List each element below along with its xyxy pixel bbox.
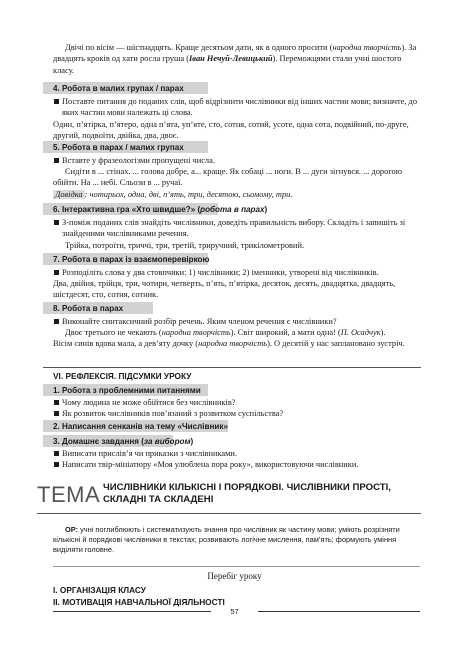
task5-bullet: Вставте у фразеологізми пропущені числа. bbox=[53, 155, 421, 166]
page-number: 57 bbox=[230, 607, 239, 616]
task4-heading: 4. Робота в малих групах / парах bbox=[53, 84, 184, 93]
stage-2-heading: II. МОТИВАЦІЯ НАВЧАЛЬНОЇ ДІЯЛЬНОСТІ bbox=[53, 597, 225, 607]
reflection-h1: 1. Робота з проблемними питаннями bbox=[53, 386, 201, 395]
task8-line1: Двоє третього не чекають (народна творчість). Світ широкий, а мати одна! (П. Осадчук). bbox=[65, 328, 386, 337]
outcomes-divider bbox=[53, 566, 420, 567]
reflection-b2: Як розвиток числівників пов’язаний з розвитком суспільства? bbox=[53, 408, 421, 419]
reflection-b1: Чому людина не може обійтися без числівників? bbox=[53, 397, 421, 408]
reflection-b3: Виписати прислів’я чи приказки з числівниками. bbox=[53, 448, 421, 459]
task8-line2: Вісім синів вдова мала, а дев’яту дочку (народна творчість). О десятій у нас заплановано зустріч. bbox=[53, 339, 405, 348]
task5-answer: Довідка : чотирьох, одна, дві, п’ять, три, десятою, сьомому, три. bbox=[55, 190, 293, 199]
task7-bullet: Розподіліть слова у два стовпчики: 1) числівники; 2) іменники, утворені від числівників. bbox=[53, 267, 421, 278]
reflection-h3: 3. Домашнє завдання (за вибором) bbox=[53, 437, 194, 446]
task5-heading: 5. Робота в парах / малих групах bbox=[53, 143, 184, 152]
reflection-h2: 2. Написання сенканів на тему «Числівник» bbox=[53, 422, 228, 431]
topic-title: ЧИСЛІВНИКИ КІЛЬКІСНІ І ПОРЯДКОВІ. ЧИСЛІВНИКИ ПРОСТІ, СКЛАДНІ ТА СКЛАДЕНІ bbox=[103, 482, 391, 505]
lesson-flow-title: Перебіг уроку bbox=[207, 571, 262, 581]
reflection-b4: Написати твір-мініатюру «Моя улюблена пора року», використовуючи числівники. bbox=[53, 459, 421, 470]
stage-1-heading: I. ОРГАНІЗАЦІЯ КЛАСУ bbox=[53, 585, 146, 595]
task6-words: Трійка, потроїти, триччі, три, третій, триручний, трикілометровий. bbox=[65, 241, 305, 250]
task4-words: Один, п’ятірка, п’ятеро, одна п’ята, уп’яте, сто, сотня, сотий, усоте, одна сота, подвійний, по-друге, другий, подвоїти, двійка, два, двоє. bbox=[53, 120, 409, 141]
task6-heading: 6. Інтерактивна гра «Хто швидше?» (робота в парах) bbox=[53, 205, 268, 214]
learning-outcomes: ОР: учні поглиблюють і систематизують знання про числівник як частину мови; уміють розрізняти кількісні й порядкові числівники в текстах; розвивають логічне мислення, пам’ять; формують уміння виділяти головне. bbox=[53, 525, 400, 555]
topic-label: ТЕМА bbox=[37, 482, 101, 507]
section-divider bbox=[43, 367, 421, 368]
task5-text: Сидіти в ... стінах. ... голова добре, а... краще. Як собаці ... ноги. В ... дуги зігнувся. ... дорогою обійти. На ... небі. Сльози в ... ручаї. bbox=[53, 167, 402, 188]
task7-words: Два, двійня, трійця, три, чотири, четверть, п’ять, п’ятірка, десяток, десять, двадцятка, двадцять, шістдесят, сто, сотня, сотник. bbox=[53, 279, 396, 300]
intro-paragraph: Двічі по вісім — шістнадцять. Краще десятьом дати, як в одного просити (народна творчість). За двадцять кроків од хати росла груша (Іван Нечуй-Левицький). Переможцями стали учні шостого класу. bbox=[53, 43, 417, 75]
task7-heading: 7. Робота в парах із взаємоперевіркою bbox=[53, 255, 210, 264]
task6-bullet: З-поміж поданих слів знайдіть числівники, доведіть правильність вибору. Складіть і запишіть зі знайденими числівниками речення. bbox=[53, 217, 421, 239]
task8-heading: 8. Робота в парах bbox=[53, 304, 124, 313]
section-6-heading: VI. РЕФЛЕКСІЯ. ПІДСУМКИ УРОКУ bbox=[53, 371, 192, 381]
task8-bullet: Виконайте синтаксичний розбір речень. Яким членом речення є числівники? bbox=[53, 316, 421, 327]
topic-divider bbox=[37, 513, 421, 514]
task4-bullet: Поставте питання до поданих слів, щоб відрізнити числівники від інших частин мови; визначте, до яких частин мови належать ці слова. bbox=[53, 96, 421, 118]
